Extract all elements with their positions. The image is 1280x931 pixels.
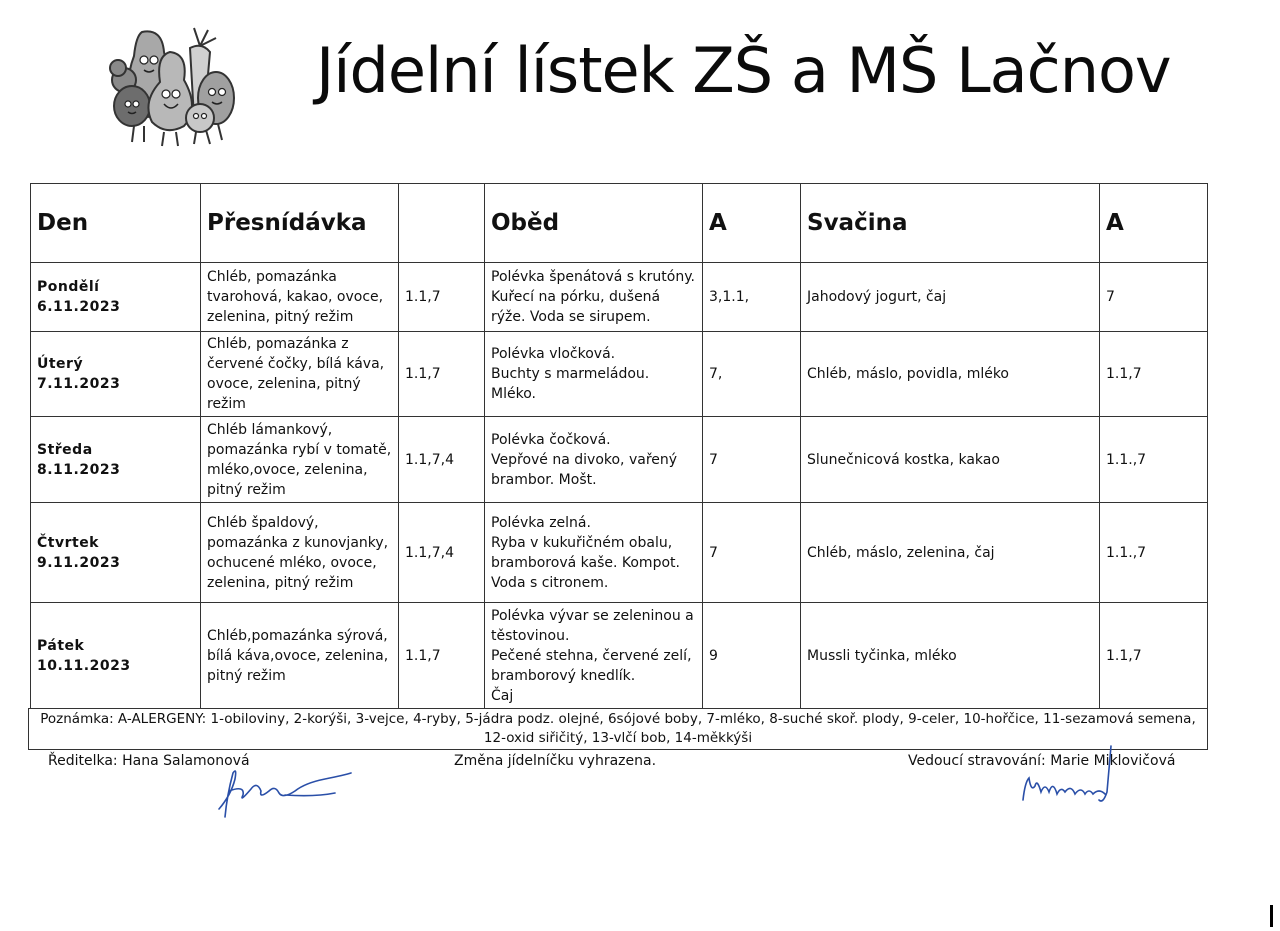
table-row bbox=[31, 417, 1208, 503]
table-row bbox=[31, 263, 1208, 332]
catering-signature bbox=[1015, 742, 1120, 808]
day-cell bbox=[31, 417, 201, 503]
day-cell bbox=[31, 263, 201, 332]
snack-allergens-cell: 1.1,7 bbox=[399, 263, 485, 332]
header-afternoon-allergens: A bbox=[1100, 184, 1208, 263]
table-row bbox=[31, 503, 1208, 603]
afternoon-cell: Jahodový jogurt, čaj bbox=[801, 263, 1100, 332]
snack-allergens-cell: 1.1,7,4 bbox=[399, 417, 485, 503]
lunch-cell: Polévka čočková. Vepřové na divoko, vařený brambor. Mošt. bbox=[485, 417, 703, 503]
day-cell bbox=[31, 332, 201, 417]
header-lunch-allergens: A bbox=[703, 184, 801, 263]
lunch-cell: Polévka zelná. Ryba v kukuřičném obalu, bramborová kaše. Kompot. Voda s citronem. bbox=[485, 503, 703, 603]
lunch-cell: Polévka vločková. Buchty s marmeládou. Mléko. bbox=[485, 332, 703, 417]
day-date: 9.11.2023 bbox=[37, 554, 121, 571]
snack-allergens-cell: 1.1,7,4 bbox=[399, 503, 485, 603]
day-name: Pátek bbox=[37, 637, 85, 654]
allergen-note: Poznámka: A-ALERGENY: 1-obiloviny, 2-korýši, 3-vejce, 4-ryby, 5-jádra podz. olejné, 6sójové boby, 7-mléko, 8-suché skoř. plody, 9-celer, 10-hořčice, 11-sezamová semena, 12-oxid siřičitý, 13-vlčí bob, 14-měkkýši bbox=[28, 708, 1208, 750]
afternoon-cell: Chléb, máslo, povidla, mléko bbox=[801, 332, 1100, 417]
lunch-cell: Polévka špenátová s krutóny. Kuřecí na pórku, dušená rýže. Voda se sirupem. bbox=[485, 263, 703, 332]
afternoon-allergens-cell: 1.1.,7 bbox=[1100, 417, 1208, 503]
lunch-allergens-cell: 7 bbox=[703, 503, 801, 603]
afternoon-allergens-cell: 1.1,7 bbox=[1100, 603, 1208, 709]
day-name: Pondělí bbox=[37, 279, 100, 295]
afternoon-cell: Chléb, máslo, zelenina, čaj bbox=[801, 503, 1100, 603]
lunch-cell: Polévka vývar se zeleninou a těstovinou. Pečené stehna, červené zelí, bramborový knedlík. Čaj bbox=[485, 603, 703, 709]
snack-cell: Chléb,pomazánka sýrová, bílá káva,ovoce, zelenina, pitný režim bbox=[201, 603, 399, 709]
header-snack-allergens bbox=[399, 184, 485, 263]
day-cell bbox=[31, 603, 201, 709]
day-name: Středa bbox=[37, 441, 93, 458]
vegetables-cartoon-icon bbox=[104, 22, 244, 148]
page-title: Jídelní lístek ZŠ a MŠ Lačnov bbox=[316, 34, 1171, 107]
director-signature bbox=[205, 765, 360, 825]
snack-cell: Chléb lámankový, pomazánka rybí v tomatě, mléko,ovoce, zelenina, pitný režim bbox=[201, 417, 399, 503]
header-day: Den bbox=[31, 184, 201, 263]
table-row bbox=[31, 603, 1208, 709]
table-header-row bbox=[31, 184, 1208, 263]
day-name: Čtvrtek bbox=[37, 534, 99, 551]
snack-cell: Chléb, pomazánka z červené čočky, bílá káva, ovoce, zelenina, pitný režim bbox=[201, 332, 399, 417]
day-date: 10.11.2023 bbox=[37, 657, 131, 674]
lunch-allergens-cell: 3,1.1, bbox=[703, 263, 801, 332]
header-afternoon-snack: Svačina bbox=[801, 184, 1100, 263]
table-row bbox=[31, 332, 1208, 417]
day-date: 7.11.2023 bbox=[37, 376, 121, 392]
menu-table bbox=[30, 183, 1208, 709]
day-name: Úterý bbox=[37, 356, 84, 372]
snack-cell: Chléb, pomazánka tvarohová, kakao, ovoce, zelenina, pitný režim bbox=[201, 263, 399, 332]
afternoon-allergens-cell: 1.1.,7 bbox=[1100, 503, 1208, 603]
catering-head-name: Vedoucí stravování: Marie Miklovičová bbox=[908, 753, 1176, 769]
lunch-allergens-cell: 7 bbox=[703, 417, 801, 503]
lunch-allergens-cell: 7, bbox=[703, 332, 801, 417]
day-date: 8.11.2023 bbox=[37, 461, 121, 478]
snack-cell: Chléb špaldový, pomazánka z kunovjanky, ochucené mléko, ovoce, zelenina, pitný režim bbox=[201, 503, 399, 603]
afternoon-allergens-cell: 1.1,7 bbox=[1100, 332, 1208, 417]
scan-edge-mark bbox=[1270, 905, 1273, 927]
snack-allergens-cell: 1.1,7 bbox=[399, 603, 485, 709]
day-cell bbox=[31, 503, 201, 603]
snack-allergens-cell: 1.1,7 bbox=[399, 332, 485, 417]
afternoon-allergens-cell: 7 bbox=[1100, 263, 1208, 332]
menu-change-notice: Změna jídelníčku vyhrazena. bbox=[454, 753, 657, 769]
header-snack: Přesnídávka bbox=[201, 184, 399, 263]
afternoon-cell: Mussli tyčinka, mléko bbox=[801, 603, 1100, 709]
afternoon-cell: Slunečnicová kostka, kakao bbox=[801, 417, 1100, 503]
header-lunch: Oběd bbox=[485, 184, 703, 263]
director-name: Ředitelka: Hana Salamonová bbox=[48, 753, 250, 769]
day-date: 6.11.2023 bbox=[37, 299, 121, 315]
lunch-allergens-cell: 9 bbox=[703, 603, 801, 709]
